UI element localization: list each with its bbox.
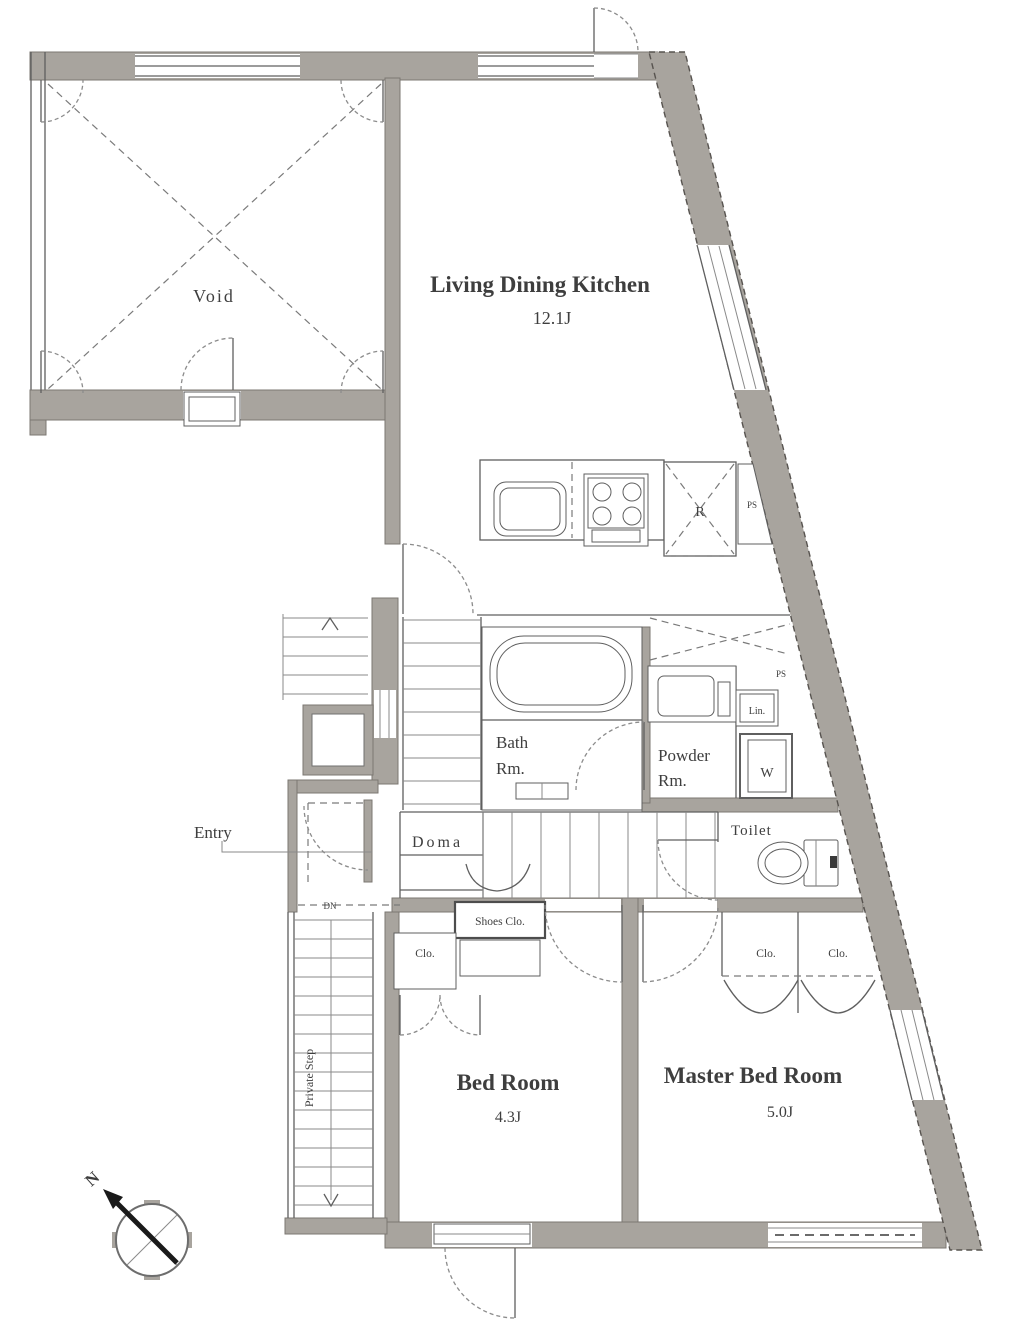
bedroom-label: Bed Room <box>456 1070 560 1095</box>
bedroom-size: 4.3J <box>494 1109 522 1126</box>
bath-label-2: Rm. <box>496 759 525 778</box>
shoes-closet <box>455 864 545 976</box>
shoes-closet-label: Shoes Clo. <box>475 916 525 928</box>
pipe-space-lower-label: PS <box>775 669 787 679</box>
master-closet-left-label: Clo. <box>756 948 776 960</box>
entry-door-leaf <box>364 800 372 882</box>
linen-label: Lin. <box>748 706 766 717</box>
linen-closet <box>736 690 778 726</box>
entry-label: Entry <box>194 823 232 842</box>
ldk-label: Living Dining Kitchen <box>430 272 650 297</box>
master-closet-right-label: Clo. <box>828 948 848 960</box>
vanity <box>648 666 736 722</box>
powder-room <box>648 666 792 798</box>
hall-steps <box>483 812 718 898</box>
void-label: Void <box>193 286 235 306</box>
private-step-stairs <box>288 912 373 1218</box>
doma-label: Doma <box>412 834 464 851</box>
down-label: DN <box>323 901 337 911</box>
bath-label-1: Bath <box>496 733 529 752</box>
toilet-room <box>658 812 838 900</box>
bedroom-closet-label: Clo. <box>415 948 435 960</box>
refrigerator-space <box>664 462 736 556</box>
washer-space <box>740 734 792 798</box>
doma-area <box>400 812 483 898</box>
kitchen-counter <box>480 460 772 556</box>
ldk-size: 12.1J <box>532 308 572 328</box>
refrigerator-label: R <box>695 505 705 520</box>
interior-stairs <box>403 617 481 810</box>
compass <box>81 1167 192 1280</box>
compass-north-label: N <box>81 1167 104 1191</box>
void-room <box>41 80 383 426</box>
master-bedroom-label: Master Bed Room <box>663 1063 843 1088</box>
pipe-space-kitchen-label: PS <box>746 500 758 510</box>
kitchen-stove <box>584 474 648 546</box>
toilet-fixture <box>758 840 838 886</box>
private-step-label: Private Step <box>302 1048 316 1108</box>
master-bedroom-size: 5.0J <box>766 1104 794 1121</box>
powder-label-1: Powder <box>658 746 710 765</box>
toilet-label: Toilet <box>731 823 772 839</box>
elevator-shaft <box>303 705 373 775</box>
washer-label: W <box>760 766 774 781</box>
common-stairs <box>283 614 368 700</box>
bath-room <box>482 627 644 810</box>
powder-label-2: Rm. <box>658 771 687 790</box>
